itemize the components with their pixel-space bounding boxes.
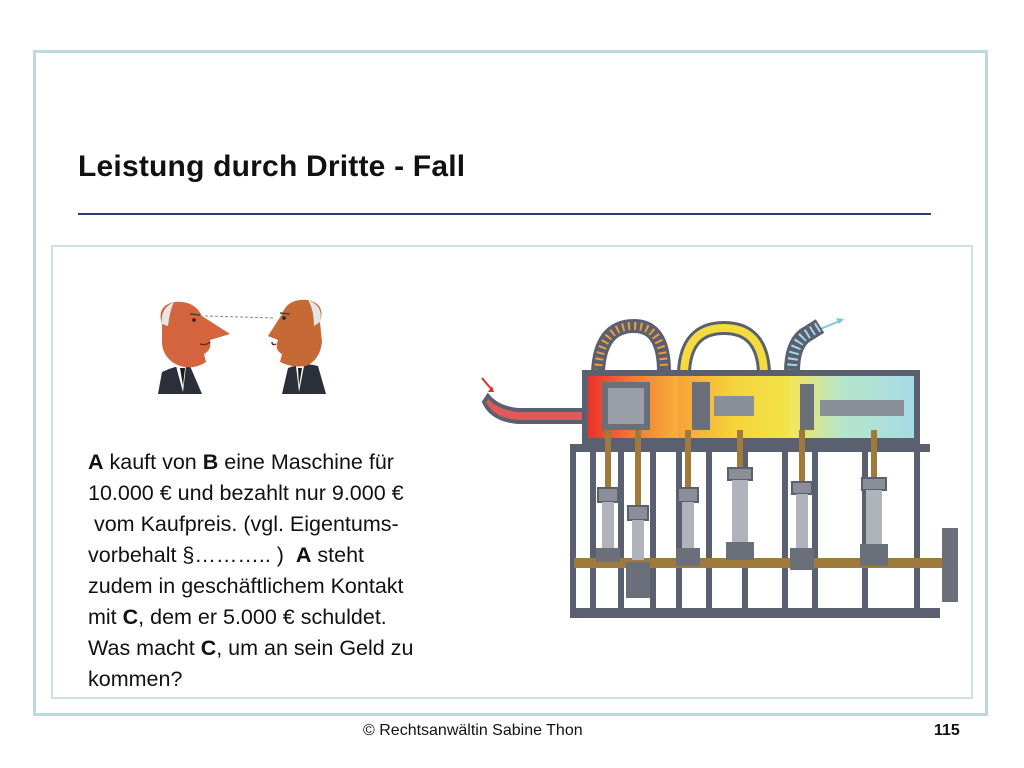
title-underline xyxy=(78,213,931,215)
case-line: kommen? xyxy=(88,667,183,691)
case-description xyxy=(88,447,488,695)
copyright-text: © Rechtsanwältin Sabine Thon xyxy=(363,722,583,739)
case-line: mit C, dem er 5.000 € schuldet. xyxy=(88,605,387,629)
page-number: 115 xyxy=(934,722,960,739)
case-line: vom Kaufpreis. (vgl. Eigentums- xyxy=(88,512,399,536)
engine-cross-section-icon xyxy=(478,316,960,622)
case-line: vorbehalt §……….. ) A steht xyxy=(88,543,365,567)
case-line: A kauft von B eine Maschine für xyxy=(88,450,394,474)
case-line: Was macht C, um an sein Geld zu xyxy=(88,636,414,660)
slide-title: Leistung durch Dritte - Fall xyxy=(78,150,466,183)
case-line: zudem in geschäftlichem Kontakt xyxy=(88,574,404,598)
case-line: 10.000 € und bezahlt nur 9.000 € xyxy=(88,481,404,505)
two-businessmen-facing-icon xyxy=(150,296,335,396)
